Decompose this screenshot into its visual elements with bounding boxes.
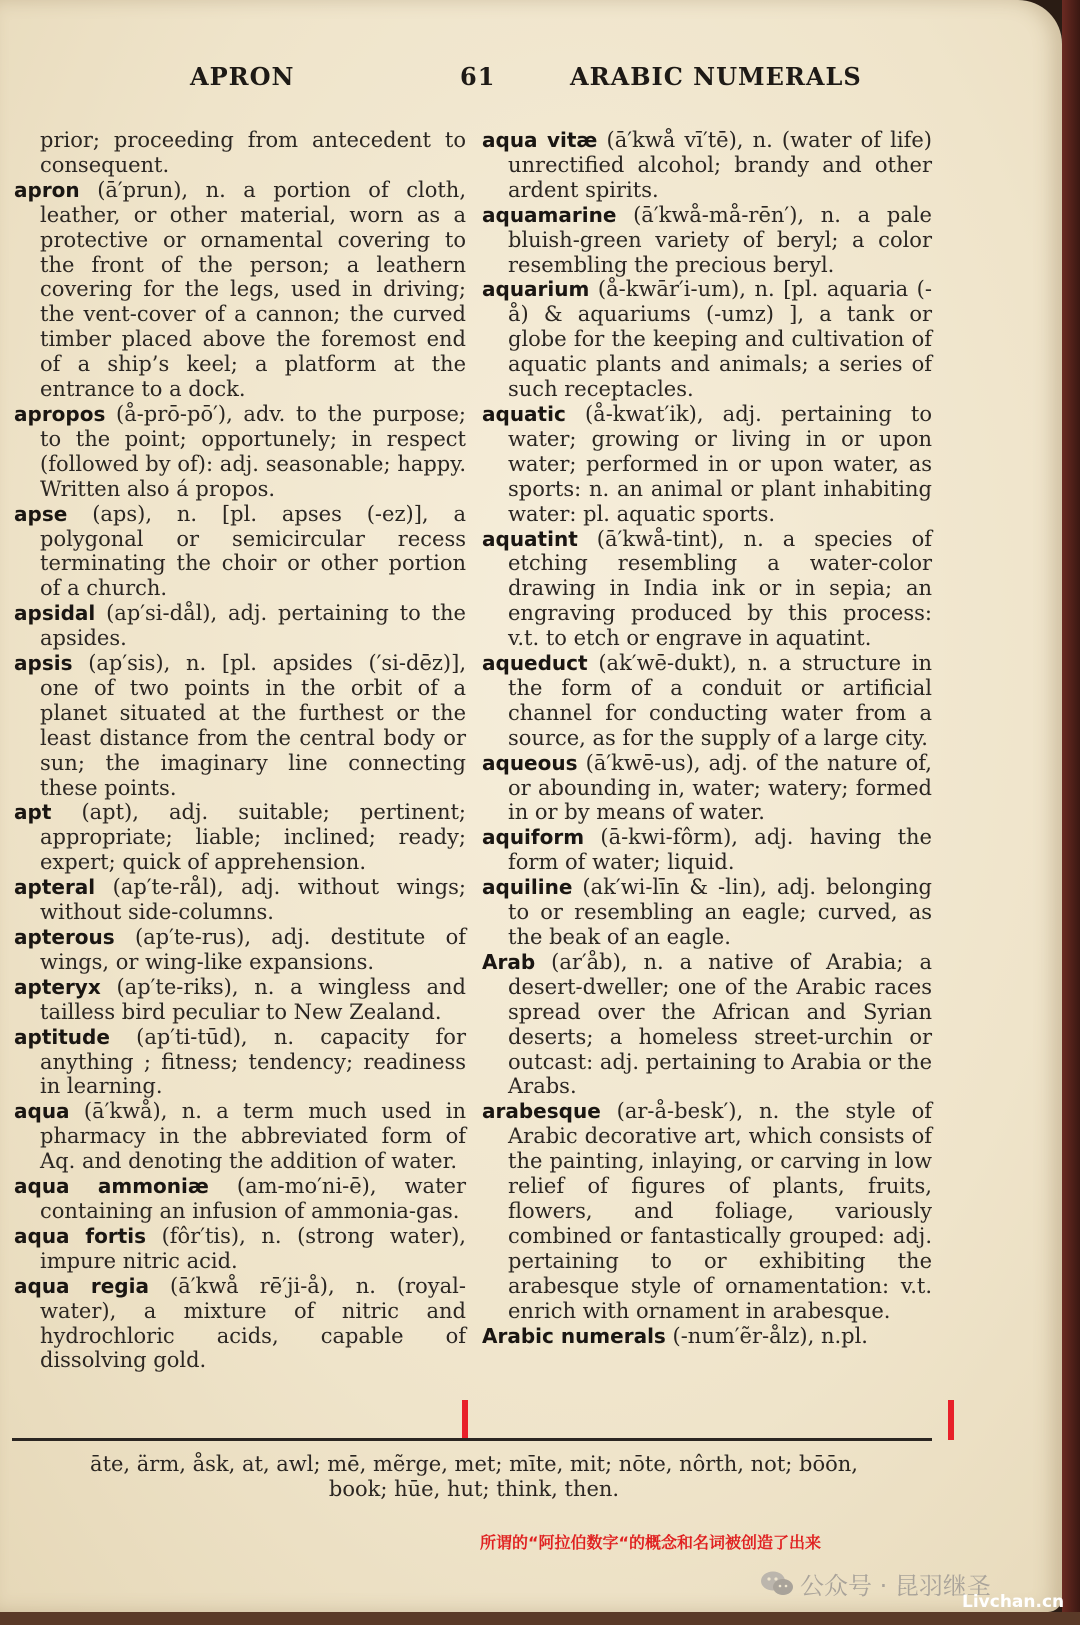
- dictionary-entry: [14, 402, 466, 502]
- entry-headword: aqua regia: [14, 1273, 149, 1298]
- dictionary-entry: [14, 1025, 466, 1100]
- entry-definition: (-num′ẽr-ålz), n.pl.: [672, 1323, 868, 1348]
- header-right-guide-word: ARABIC NUMERALS: [570, 62, 862, 91]
- dictionary-entry: [14, 1174, 466, 1224]
- dictionary-entry: [14, 601, 466, 651]
- header-left-guide-word: APRON: [190, 62, 295, 91]
- entry-definition: (apt), adj. suitable; pertinent; appropriate; liable; inclined; ready; expert; quick of apprehension.: [40, 800, 466, 875]
- entry-headword: Arab: [482, 949, 536, 974]
- dictionary-entry: [482, 203, 932, 278]
- entry-definition: (ap′te-rål), adj. without wings; without side-columns.: [40, 875, 466, 925]
- annotation-caption: 所谓的“阿拉伯数字“的概念和名词被创造了出来: [480, 1533, 822, 1552]
- entry-definition: (ar-å-besk′), n. the style of Arabic decorative art, which consists of the painting, inlaying, or carving in low relief of figures of plants, fruits, flowers, and foliage, variously combined or fantastically grouped: adj. pertaining to or exhibiting the arabesque style of ornamentation: v.t. enrich with ornament in arabesque.: [508, 1099, 932, 1323]
- wechat-icon: [760, 1570, 794, 1604]
- dictionary-entry: [14, 800, 466, 875]
- entry-definition: (ā-kwi-fôrm), adj. having the form of water; liquid.: [508, 825, 932, 875]
- dictionary-entry: [482, 651, 932, 751]
- entry-headword: aquatint: [482, 526, 578, 551]
- entry-definition: (ā′kwå-må-rēn′), n. a pale bluish-green variety of beryl; a color resembling the precious beryl.: [508, 202, 932, 277]
- entry-definition: (ap′sis), n. [pl. apsides (′si-dēz)], one of two points in the orbit of a planet situated at the furthest or the least distance from the central body or sun; the imaginary line connecting these points.: [40, 651, 466, 800]
- entry-definition: (am-mo′ni-ē), water containing an infusion of ammonia-gas.: [40, 1174, 466, 1223]
- entry-definition: (ā′kwå vī′tē), n. (water of life) unrectified alcohol; brandy and other ardent spirits.: [508, 128, 933, 202]
- entry-definition: (ā′kwē-us), adj. of the nature of, or abounding in, water; watery; formed in or by means of water.: [508, 750, 932, 825]
- entry-definition: (ā′kwå), n. a term much used in pharmacy in the abbreviated form of Aq. and denoting the addition of water.: [40, 1099, 466, 1174]
- left-column: [14, 128, 466, 1373]
- entry-headword: apron: [14, 177, 80, 202]
- dictionary-entry: [14, 651, 466, 800]
- highlight-bar-right: [948, 1400, 954, 1440]
- page-header: [0, 62, 1062, 98]
- right-column: [482, 128, 932, 1348]
- entry-headword: apteral: [14, 875, 96, 900]
- dictionary-entry: [14, 502, 466, 602]
- entry-headword: apsis: [14, 651, 73, 676]
- entry-headword: apse: [14, 501, 68, 526]
- dictionary-entry: [482, 1324, 932, 1349]
- dictionary-entry: [14, 925, 466, 975]
- entry-definition: (ap′ti-tūd), n. capacity for anything ; fitness; tendency; readiness in learning.: [40, 1024, 466, 1099]
- entry-definition: (ā′kwå-tint), n. a species of etching resembling a water-color drawing in India ink or in sepia; an engraving produced by this process: v.t. to etch or engrave in aquatint.: [508, 526, 932, 651]
- entry-definition: (ap′te-riks), n. a wingless and tailless bird peculiar to New Zealand.: [40, 974, 466, 1024]
- entry-definition: (ar′åb), n. a native of Arabia; a desert-dweller; one of the Arabic races spread over the African and Syrian deserts; a homeless street-urchin or outcast: adj. pertaining to Arabia or the Arabs.: [508, 949, 932, 1099]
- page-number: 61: [460, 62, 496, 91]
- entry-definition: (å-prō-pō′), adv. to the purpose; to the point; opportunely; in respect (followed by of): adj. seasonable; happy. Written also á propos.: [40, 401, 466, 501]
- dictionary-entry: [482, 402, 932, 527]
- entry-headword: aquatic: [482, 401, 566, 426]
- entry-definition: (ak′wē-dukt), n. a structure in the form of a conduit or artificial channel for conducting water from a source, as for the supply of a large city.: [508, 651, 932, 750]
- entry-definition: (ap′te-rus), adj. destitute of wings, or wing-like expansions.: [40, 925, 466, 974]
- entry-definition: (å-kwār′i-um), n. [pl. aquaria (-å) & aquariums (-umz) ], a tank or globe for the keeping and cultivation of aquatic plants and animals; a series of such receptacles.: [508, 277, 932, 402]
- entry-definition: (fôr′tis), n. (strong water), impure nitric acid.: [40, 1223, 466, 1273]
- dictionary-entry: [482, 1099, 932, 1323]
- dictionary-entry: [14, 1099, 466, 1174]
- entry-headword: apropos: [14, 401, 106, 426]
- entry-headword: Arabic numerals: [482, 1323, 666, 1348]
- dictionary-entry: [482, 527, 932, 652]
- entry-headword: aquiform: [482, 825, 585, 850]
- entry-headword: aquamarine: [482, 202, 617, 227]
- entry-headword: aquiline: [482, 875, 573, 900]
- pronunciation-key: [14, 1452, 934, 1502]
- dictionary-entry: [482, 875, 932, 950]
- entry-headword: apterous: [14, 925, 115, 949]
- entry-definition: (ak′wi-līn & -lin), adj. belonging to or resembling an eagle; curved, as the beak of an eagle.: [508, 875, 932, 949]
- footer-rule: [12, 1438, 932, 1441]
- entry-headword: arabesque: [482, 1099, 601, 1124]
- dictionary-entry: [482, 277, 932, 402]
- entry-headword: aqua fortis: [14, 1223, 147, 1248]
- dictionary-entry: [14, 875, 466, 925]
- entry-definition: (ā′kwå rē′ji-å), n. (royal-water), a mixture of nitric and hydrochloric acids, capable of dissolving gold.: [40, 1273, 466, 1373]
- highlight-bar-left: [462, 1400, 468, 1440]
- entry-headword: aqueduct: [482, 651, 588, 676]
- dictionary-entry: [14, 128, 466, 178]
- entry-definition: (ap′si-dål), adj. pertaining to the apsides.: [40, 601, 466, 651]
- entry-definition: (å-kwat′ik), adj. pertaining to water; growing or living in or upon water; performed in or upon water, as sports: n. an animal or plant inhabiting water: pl. aquatic sports.: [508, 401, 932, 526]
- entry-headword: aquarium: [482, 277, 590, 302]
- dictionary-entry: [482, 751, 932, 826]
- entry-definition: (aps), n. [pl. apses (-ez)], a polygonal or semicircular recess terminating the choir or other portion of a church.: [40, 501, 466, 601]
- entry-headword: aqueous: [482, 750, 578, 775]
- entry-headword: aqua ammoniæ: [14, 1174, 209, 1199]
- book-cover-edge: [1062, 0, 1080, 1625]
- entry-headword: aptitude: [14, 1024, 110, 1049]
- entry-headword: aqua vitæ: [482, 128, 598, 152]
- dictionary-entry: [482, 825, 932, 875]
- watermark-text: 公众号 · 昆羽继圣: [800, 1572, 991, 1600]
- dictionary-entry: [14, 1224, 466, 1274]
- dictionary-entry: [14, 178, 466, 402]
- book-bottom-edge: [0, 1612, 1080, 1625]
- entry-definition: prior; proceeding from antecedent to consequent.: [40, 128, 466, 177]
- entry-headword: apteryx: [14, 974, 101, 999]
- dictionary-entry: [482, 950, 932, 1099]
- entry-headword: aqua: [14, 1099, 70, 1124]
- dictionary-entry: [482, 128, 932, 203]
- dictionary-entry: [14, 975, 466, 1025]
- entry-headword: apt: [14, 800, 52, 825]
- dictionary-entry: [14, 1274, 466, 1374]
- site-watermark: Livchan.cn: [962, 1592, 1065, 1612]
- entry-definition: (ā′prun), n. a portion of cloth, leather, or other material, worn as a protective or ornamental covering to the front of the person; a leathern covering for the legs, used in driving; the vent-cover of a cannon; the curved timber placed above the foremost end of a ship’s keel; a platform at the entrance to a dock.: [40, 177, 466, 402]
- entry-headword: apsidal: [14, 601, 96, 626]
- pronunciation-key-line-2: book; hūe, hut; think, then.: [328, 1477, 620, 1501]
- pronunciation-key-line-1: āte, ärm, åsk, at, awl; mē, mẽrge, met; mīte, mit; nōte, nôrth, not; bōōn,: [90, 1452, 858, 1476]
